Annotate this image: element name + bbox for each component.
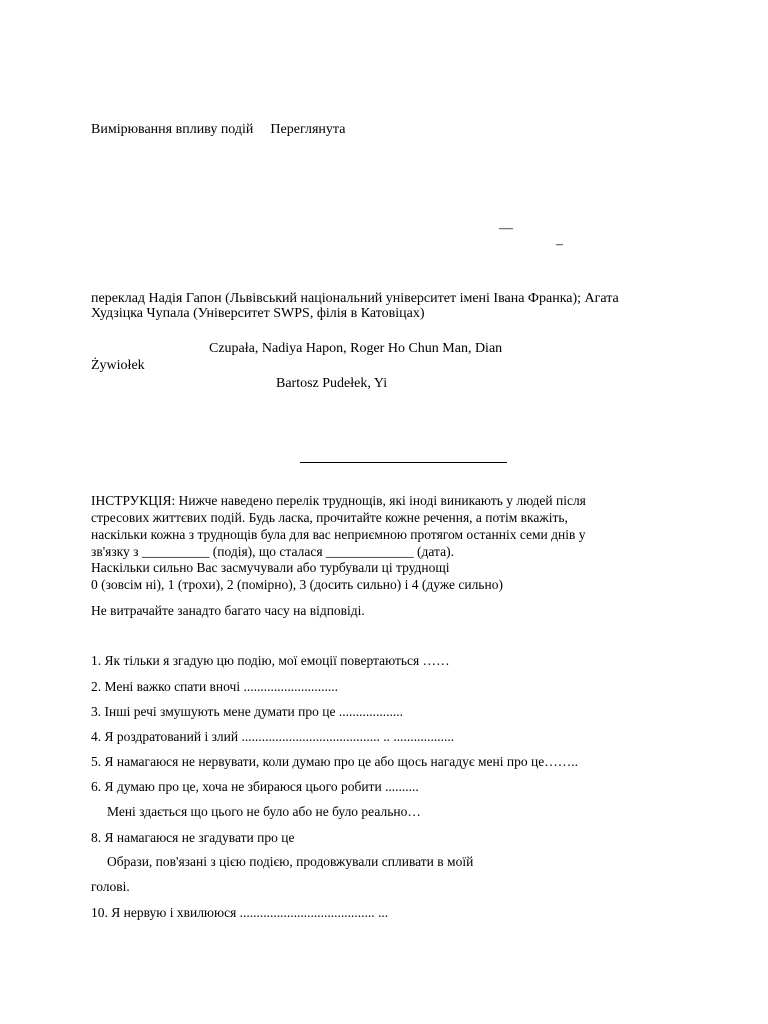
instruction-line-5: Наскільки сильно Вас засмучували або турбували ці труднощі xyxy=(91,560,450,575)
list-item: Мені здається що цього не було або не було реально… xyxy=(107,804,421,819)
instruction-line-2: стресових життєвих подій. Будь ласка, прочитайте кожне речення, а потім вкажіть, xyxy=(91,510,568,525)
rating-scale: 0 (зовсім ні), 1 (трохи), 2 (помірно), 3 (досить сильно) і 4 (дуже сильно) xyxy=(91,577,503,592)
separator-line xyxy=(300,462,507,463)
list-item: 10. Я нервую і хвилююся ........................................ ... xyxy=(91,905,389,920)
instruction-line-3: наскільки кожна з труднощів була для вас неприємною протягом останніх семи днів у xyxy=(91,527,586,542)
instruction-line-4: зв'язку з __________ (подія), що сталася _____________ (дата). xyxy=(91,544,454,559)
stray-dash-mark-2: – xyxy=(556,237,563,252)
authors-line-3: Bartosz Pudełek, Yi xyxy=(276,376,388,391)
list-item: 4. Я роздратований і злий ......................................... .. .................. xyxy=(91,729,455,744)
list-item: 3. Інші речі змушують мене думати про це ................... xyxy=(91,704,403,719)
translation-credit-line-2: Худзіцка Чупала (Університет SWPS, філія в Катовіцах) xyxy=(91,306,425,321)
list-item-continuation: голові. xyxy=(91,879,130,894)
subtitle-text: Переглянута xyxy=(270,122,346,137)
authors-line-2: Żywiołek xyxy=(91,358,145,373)
authors-line-1: Czupała, Nadiya Hapon, Roger Ho Chun Man, Dian xyxy=(209,341,503,356)
title-text: Вимірювання впливу подій xyxy=(91,122,254,137)
stray-dash-mark: — xyxy=(499,221,513,236)
translation-credit-line-1: переклад Надія Гапон (Львівський національний університет імені Івана Франка); Агата xyxy=(91,291,619,306)
instruction-note: Не витрачайте занадто багато часу на відповіді. xyxy=(91,603,365,618)
document-title xyxy=(91,121,345,138)
list-item: 1. Як тільки я згадую цю подію, мої емоції повертаються …… xyxy=(91,653,450,668)
list-item: Образи, пов'язані з цією подією, продовжували спливати в моїй xyxy=(107,854,474,869)
list-item: 5. Я намагаюся не нервувати, коли думаю про це або щось нагадує мені про це…….. xyxy=(91,754,578,769)
list-item: 2. Мені важко спати вночі ............................ xyxy=(91,679,338,694)
list-item: 6. Я думаю про це, хоча не збираюся цього робити .......... xyxy=(91,779,419,794)
instruction-line-1: ІНСТРУКЦІЯ: Нижче наведено перелік труднощів, які іноді виникають у людей після xyxy=(91,493,586,508)
list-item: 8. Я намагаюся не згадувати про це xyxy=(91,830,295,845)
